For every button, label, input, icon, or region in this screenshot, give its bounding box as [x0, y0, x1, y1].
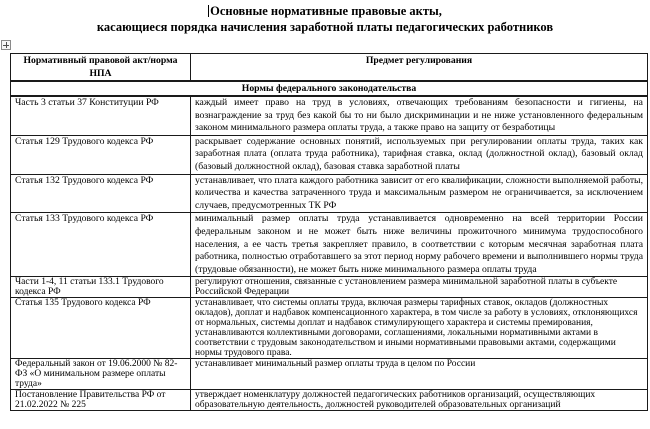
column-header-subject: Предмет регулирования: [191, 54, 648, 82]
table-row: [11, 96, 648, 135]
act-cell: Федеральный закон от 19.06.2000 № 82-ФЗ «О минимальном размере оплаты труда»: [11, 359, 191, 390]
table-header-row: [11, 54, 648, 82]
act-cell: Статья 129 Трудового кодекса РФ: [11, 135, 191, 174]
subject-cell: устанавливает, что плата каждого работника зависит от его квалификации, сложности выполняемой работы, количества и качества затраченного труда и максимальным размером не ограничивается, за исключением случаев, предусмотренных ТК РФ: [191, 174, 648, 213]
act-cell: Статья 135 Трудового кодекса РФ: [11, 298, 191, 359]
text-cursor: [208, 5, 209, 17]
act-cell: Постановление Правительства РФ от 21.02.2022 № 225: [11, 390, 191, 411]
act-cell: Статья 132 Трудового кодекса РФ: [11, 174, 191, 213]
table-row: [11, 213, 648, 277]
act-cell: Части 1-4, 11 статьи 133.1 Трудового кодекса РФ: [11, 277, 191, 298]
document-title: [0, 3, 650, 35]
table-move-handle-icon[interactable]: [1, 40, 11, 50]
title-line-1: Основные нормативные правовые акты,: [210, 4, 442, 18]
subject-cell: регулируют отношения, связанные с установлением размера минимальной заработной платы в субъекте Российской Федерации: [191, 277, 648, 298]
table-row: [11, 277, 648, 298]
act-cell: Часть 3 статьи 37 Конституции РФ: [11, 96, 191, 135]
subject-cell: минимальный размер оплаты труда устанавливается одновременно на всей территории России федеральным законом и не может быть ниже величины прожиточного минимума трудоспособного населения, а ее часть третья закрепляет правило, в соответствии с которым месячная заработная плата работника, полностью отработавшего за этот период норму рабочего времени и выполнившего нормы труда (трудовые обязанности), не может быть ниже минимального размера оплаты труда: [191, 213, 648, 277]
act-cell: Статья 133 Трудового кодекса РФ: [11, 213, 191, 277]
title-line-2: касающиеся порядка начисления заработной платы педагогических работников: [96, 20, 554, 34]
section-header-row: [11, 81, 648, 96]
subject-cell: каждый имеет право на труд в условиях, отвечающих требованиям безопасности и гигиены, на вознаграждение за труд без какой бы то ни было дискриминации и не ниже установленного федеральным законом минимального размера оплаты труда, а также право на защиту от безработицы: [191, 96, 648, 135]
table-row: [11, 359, 648, 390]
npa-table: [10, 53, 648, 411]
table-row: [11, 174, 648, 213]
subject-cell: устанавливает минимальный размер оплаты труда в целом по России: [191, 359, 648, 390]
subject-cell: устанавливает, что системы оплаты труда, включая размеры тарифных ставок, окладов (должностных окладов), доплат и надбавок компенсационного характера, в том числе за работу в условиях, отклоняющихся от нормальных, системы доплат и надбавок стимулирующего характера и системы премирования, устанавливаются коллективными договорами, соглашениями, локальными нормативными актами в соответствии с трудовым законодательством и иными нормативными правовыми актами, содержащими нормы трудового права.: [191, 298, 648, 359]
table-row: [11, 135, 648, 174]
subject-cell: раскрывает содержание основных понятий, используемых при регулировании оплаты труда, таких как заработная плата (оплата труда работника), тарифная ставка, оклад (должностной оклад), базовый оклад (базовый должностной оклад), базовая ставка заработной платы: [191, 135, 648, 174]
section-header: Нормы федерального законодательства: [11, 81, 648, 96]
table-row: [11, 298, 648, 359]
table-row: [11, 390, 648, 411]
subject-cell: утверждает номенклатуру должностей педагогических работников организаций, осуществляющих образовательную деятельность, должностей руководителей образовательных организаций: [191, 390, 648, 411]
title-line-1-wrap: [0, 3, 650, 19]
column-header-act: Нормативный правовой акт/норма НПА: [11, 54, 191, 82]
